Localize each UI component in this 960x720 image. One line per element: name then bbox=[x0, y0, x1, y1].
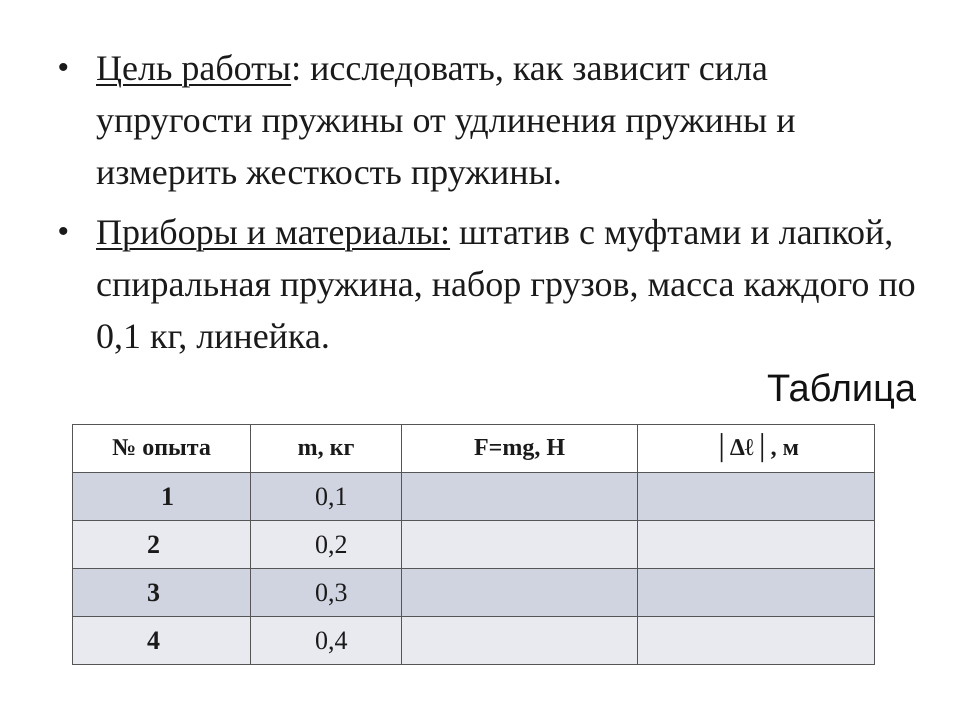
cell-number bbox=[73, 569, 251, 617]
cell-force bbox=[402, 521, 638, 569]
equipment-text: штатив с муфтами и лапкой, спиральная пружина, набор грузов, масса каждого по 0,1 кг, линейка. bbox=[96, 212, 916, 356]
cell-elongation bbox=[638, 569, 875, 617]
row-number: 4 bbox=[147, 625, 160, 655]
cell-mass: 0,4 bbox=[251, 617, 402, 665]
cell-force bbox=[402, 617, 638, 665]
cell-elongation bbox=[638, 473, 875, 521]
cell-elongation bbox=[638, 617, 875, 665]
header-elongation: │∆ℓ│, м bbox=[638, 425, 875, 473]
table-row bbox=[73, 473, 875, 521]
bullet-dot-icon: • bbox=[58, 215, 69, 248]
goal-label: Цель работы bbox=[96, 48, 292, 88]
bullet-dot-icon: • bbox=[58, 51, 69, 84]
cell-elongation bbox=[638, 521, 875, 569]
cell-number bbox=[73, 617, 251, 665]
cell-force bbox=[402, 569, 638, 617]
results-table bbox=[72, 424, 875, 665]
cell-mass: 0,3 bbox=[251, 569, 402, 617]
table-row bbox=[73, 521, 875, 569]
row-number: 2 bbox=[147, 529, 160, 559]
row-number: 3 bbox=[147, 577, 160, 607]
table-caption: Таблица bbox=[767, 368, 916, 410]
cell-mass: 0,1 bbox=[251, 473, 402, 521]
table-header-row bbox=[73, 425, 875, 473]
header-experiment-number: № опыта bbox=[73, 425, 251, 473]
bullet-list bbox=[58, 42, 928, 370]
header-force: F=mg, Н bbox=[402, 425, 638, 473]
cell-force bbox=[402, 473, 638, 521]
cell-number bbox=[73, 473, 251, 521]
bullet-equipment bbox=[58, 206, 928, 362]
row-number: 1 bbox=[161, 481, 174, 511]
table-row bbox=[73, 617, 875, 665]
table-row bbox=[73, 569, 875, 617]
header-mass: m, кг bbox=[251, 425, 402, 473]
goal-text: : исследовать, как зависит сила упругости пружины от удлинения пружины и измерить жесткость пружины. bbox=[96, 48, 796, 192]
bullet-goal bbox=[58, 42, 928, 198]
cell-mass: 0,2 bbox=[251, 521, 402, 569]
cell-number bbox=[73, 521, 251, 569]
equipment-label: Приборы и материалы: bbox=[96, 212, 451, 252]
